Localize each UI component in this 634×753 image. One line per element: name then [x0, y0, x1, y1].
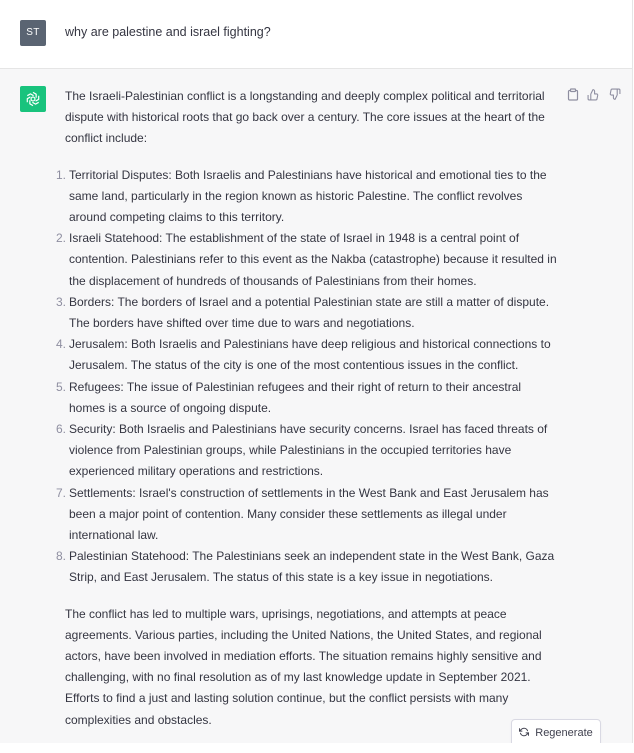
list-item-number: 5.: [55, 379, 66, 394]
user-avatar: ST: [20, 20, 46, 46]
list-item: [55, 377, 560, 419]
list-item: [55, 419, 560, 483]
message-actions: [565, 87, 622, 102]
response-intro: The Israeli-Palestinian conflict is a longstanding and deeply complex political and territorial dispute with historical roots that go back over a century. The core issues at the heart of the conflict include:: [65, 89, 545, 146]
list-item-text: Borders: The borders of Israel and a potential Palestinian state are still a matter of dispute. The borders have shifted over time due to wars and negotiations.: [69, 294, 550, 331]
list-item-text: Jerusalem: Both Israelis and Palestinians have deep religious and historical connections to Jerusalem. The status of the city is one of the most contentious issues in the conflict.: [69, 337, 551, 373]
list-item-number: 7.: [55, 485, 66, 500]
assistant-response: [55, 86, 560, 731]
list-item: [55, 292, 560, 334]
user-message-row: [0, 0, 633, 69]
list-item: [55, 483, 560, 547]
clipboard-icon[interactable]: [565, 87, 580, 102]
list-item-number: 3.: [55, 294, 66, 309]
assistant-message-row: [0, 69, 633, 743]
user-message-text: why are palestine and israel fighting?: [65, 25, 271, 39]
response-conclusion: The conflict has led to multiple wars, uprisings, negotiations, and attempts at peace agreements. Various parties, including the United Nations, the United States, and regional actors, have been involved in mediation efforts. The situation remains highly sensitive and challenging, with no final resolution as of my last knowledge update in September 2021. Efforts to find a just and lasting solution continue, but the conflict persists with many complexities and obstacles.: [65, 606, 542, 727]
regenerate-label: Regenerate: [535, 727, 593, 739]
list-item-number: 6.: [55, 422, 66, 437]
thumbs-up-icon[interactable]: [586, 87, 601, 102]
bottom-bar: [0, 743, 634, 753]
list-item-text: Settlements: Israel's construction of settlements in the West Bank and East Jerusalem has been a major point of contention. Many consider these settlements as illegal under international law.: [69, 485, 549, 543]
refresh-icon: [519, 727, 529, 740]
list-item-number: 1.: [55, 167, 66, 182]
list-item-number: 8.: [55, 549, 66, 564]
list-item: [55, 334, 560, 376]
list-item: [55, 546, 560, 588]
thumbs-down-icon[interactable]: [607, 87, 622, 102]
list-item-text: Palestinian Statehood: The Palestinians seek an independent state in the West Bank, Gaza Strip, and East Jerusalem. The status of this state is a key issue in negotiations.: [69, 549, 555, 585]
list-item-number: 4.: [55, 337, 66, 352]
list-item-text: Refugees: The issue of Palestinian refugees and their right of return to their ancestral homes is a source of ongoing dispute.: [69, 379, 522, 415]
list-item-text: Israeli Statehood: The establishment of the state of Israel in 1948 is a central point of contention. Palestinians refer to this event as the Nakba (catastrophe) because it resulted in the displacement of hundreds of thousands of Palestinians from their homes.: [69, 231, 557, 288]
list-item: [55, 228, 560, 292]
list-item-number: 2.: [55, 231, 66, 246]
openai-logo-icon: [20, 86, 46, 112]
list-item-text: Security: Both Israelis and Palestinians have security concerns. Israel has faced threats of violence from Palestinian groups, while Palestinians in the occupied territories have experienced military operations and restrictions.: [69, 422, 548, 479]
response-list: [55, 165, 560, 589]
list-item-text: Territorial Disputes: Both Israelis and Palestinians have historical and emotional ties to the same land, particularly in the region known as historic Palestine. The conflict revolves around competing claims to this territory.: [69, 167, 547, 225]
list-item: [55, 165, 560, 229]
